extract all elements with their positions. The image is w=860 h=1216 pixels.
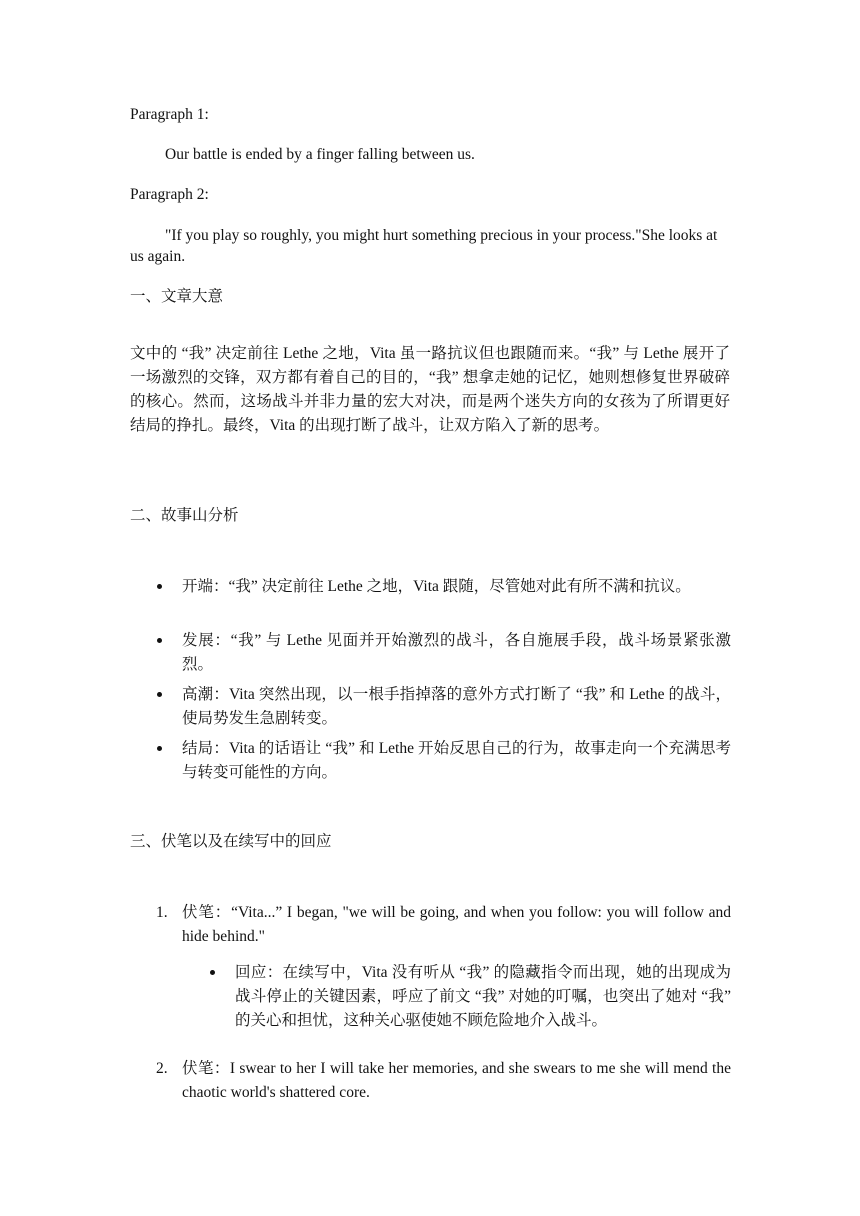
paragraph-1-text: Our battle is ended by a finger falling between us. xyxy=(165,146,475,163)
story-mountain-item xyxy=(182,629,731,677)
bullet-icon xyxy=(157,584,162,589)
item-number: 2. xyxy=(156,1060,168,1077)
paragraph-2-label: Paragraph 2: xyxy=(130,186,209,203)
story-mountain-item xyxy=(182,737,731,785)
paragraph-1-label: Paragraph 1: xyxy=(130,106,209,123)
story-mountain-text: 发展：“我” 与 Lethe 见面并开始激烈的战斗，各自施展手段，战斗场景紧张激烈。 xyxy=(182,632,731,673)
foreshadowing-item xyxy=(156,901,731,949)
response-item xyxy=(235,961,731,1033)
response-text: 回应：在续写中，Vita 没有听从 “我” 的隐藏指令而出现，她的出现成为战斗停止的关键因素，呼应了前文 “我” 对她的叮嘱，也突出了她对 “我” 的关心和担忧，这种关心驱使她不顾危险地介入战斗。 xyxy=(235,964,731,1029)
bullet-icon xyxy=(210,970,215,975)
section-1-heading: 一、文章大意 xyxy=(130,288,224,305)
section-1-summary: 文中的 “我” 决定前往 Lethe 之地，Vita 虽一路抗议但也跟随而来。“我” 与 Lethe 展开了一场激烈的交锋，双方都有着自己的目的，“我” 想拿走她的记忆，她则想修复世界破碎的核心。然而，这场战斗并非力量的宏大对决，而是两个迷失方向的女孩为了所谓更好结局的挣扎。最终，Vita 的出现打断了战斗，让双方陷入了新的思考。 xyxy=(130,345,730,434)
story-mountain-text: 开端：“我” 决定前往 Lethe 之地，Vita 跟随，尽管她对此有所不满和抗议。 xyxy=(182,578,691,595)
paragraph-2-text: "If you play so roughly, you might hurt something precious in your process."She looks at us again. xyxy=(130,227,718,265)
foreshadowing-text: 伏笔：I swear to her I will take her memories, and she swears to me she will mend the chaotic world's shattered core. xyxy=(182,1060,731,1101)
story-mountain-text: 高潮：Vita 突然出现，以一根手指掉落的意外方式打断了 “我” 和 Lethe 的战斗，使局势发生急剧转变。 xyxy=(182,686,731,727)
foreshadowing-item xyxy=(156,1057,731,1105)
story-mountain-item xyxy=(182,683,731,731)
foreshadowing-text: 伏笔：“Vita...” I began, "we will be going, and when you follow: you will follow and hide behind." xyxy=(182,904,731,945)
bullet-icon xyxy=(157,638,162,643)
bullet-icon xyxy=(157,692,162,697)
section-3-heading: 三、伏笔以及在续写中的回应 xyxy=(130,833,332,850)
section-2-heading: 二、故事山分析 xyxy=(130,507,239,524)
item-number: 1. xyxy=(156,904,168,921)
story-mountain-text: 结局：Vita 的话语让 “我” 和 Lethe 开始反思自己的行为，故事走向一个充满思考与转变可能性的方向。 xyxy=(182,740,731,781)
bullet-icon xyxy=(157,746,162,751)
story-mountain-item xyxy=(182,575,731,599)
